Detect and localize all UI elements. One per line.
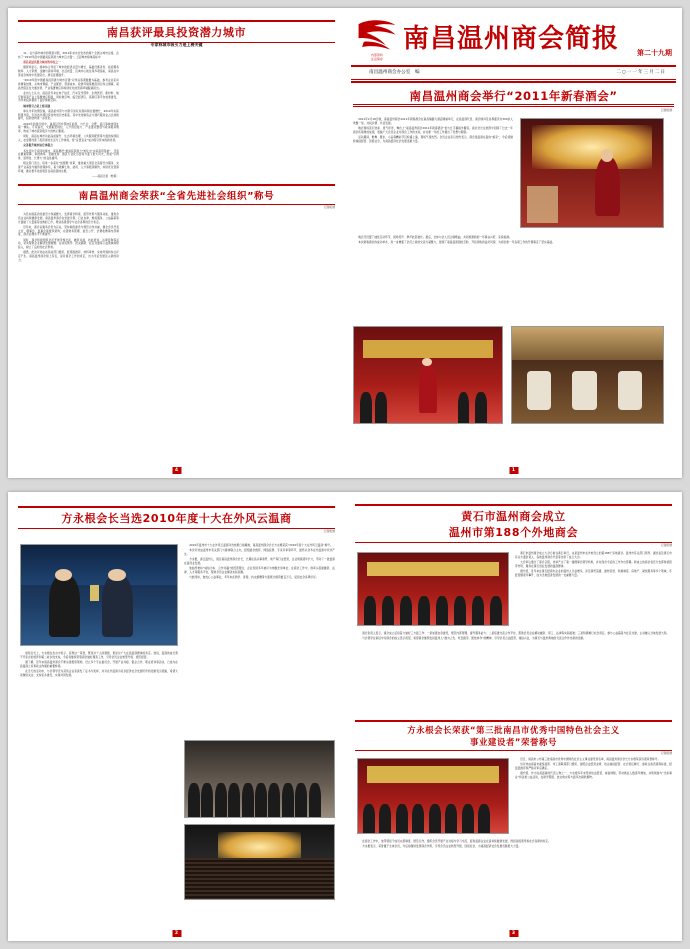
- p3a1-para-2: 大会审议通过了商会章程，选举产生了第一届理事会领导机构，并对商会今后的工作作出部署。新成立的商会将充分发挥桥梁纽带作用，服务在黄石创业发展的温商群体。: [515, 561, 672, 568]
- p3a2-para-1: 近日，南昌市公布第三批南昌市优秀中国特色社会主义事业建设者名单，南昌温州商会会长方永根荣获该项荣誉称号。: [520, 758, 661, 761]
- p2-para-3: 方永根，浙江温州人，现任南昌温州商会会长，长期在昌从事商贸、地产等行业经营，企业规模逐年扩大，带动了一批温商在昌创业发展。: [184, 558, 335, 565]
- page-1-headline-block: [353, 88, 674, 104]
- p2-para-5: 与此同时，他热心公益事业，多年来在助学、济困、抗灾捐赠等方面累计捐资数百万元，受到社会各界好评。: [189, 576, 319, 580]
- page-3-article-2-headline-block: [355, 720, 672, 755]
- masthead-title: 南昌温州商会简报: [403, 24, 620, 54]
- p1-para-1: 2011年2月18日晚，南昌温州商会2011年新春酒会在南昌瑞颐大酒店隆重举行，在昌温商代表、商会顾问及各界嘉宾共300余人欢聚一堂，共叙乡情、共话发展。: [353, 118, 513, 125]
- page-4-headline-block: [18, 20, 335, 43]
- article-1-highlight-a: 城市吸引力是上榜关键: [23, 104, 51, 108]
- photo-stage-singer: [520, 118, 664, 228]
- page-1: [345, 8, 682, 478]
- page-3-article-2-col-full: [357, 840, 672, 851]
- masthead-rule-1: [351, 65, 676, 67]
- photo-banquet-hall: [511, 326, 664, 424]
- article-1-para-3: 业内人士认为，南昌近年来在电子信息、汽车及零部件、生物医药、新材料、航空制造等产业上集聚效应明显，同时航空城、临空经济区、高新区等平台加速建设，为外来投资提供了良好承载空间。: [18, 91, 119, 103]
- page-3: [345, 492, 682, 941]
- article-1-para-7: 多位受访专家同时提出，南昌要把“最具投资潜力”转化为“实际投资落地”，还需在要素保障、审批效率、金融支持、园区专业化运营等方面下更大功夫，形成“引得进、留得住、长得大”的良性循环。: [18, 149, 119, 160]
- page-2-headline-block: [18, 506, 335, 533]
- byline-page-2: 记者报道: [323, 529, 335, 533]
- p3a2-para-5: 方永根表示，荣誉属于全体会员，今后将继续发挥商会作用，引导会员企业转型升级、回报社会，为南昌经济社会发展贡献更大力量。: [362, 845, 522, 849]
- article-2-para-1: 为充实提高会的建设力和凝聚力，发挥商会桥梁、纽带作用与服务功能，推进会员企业持续健康发展，南昌温州商会在党建引领、行业自律、维权服务、公益慈善等方面做了大量富有成效的工作，得到各级领导与社会各界的充分肯定。: [18, 213, 119, 224]
- page-4-article-2-headline-block: [18, 184, 335, 209]
- article-2-para-3: 同时，商会积极组织会员开展考察交流、融资对接、技能培训、法律咨询等活动，切实帮助企业解决发展难题；在扶贫助学、抗灾捐助、社区共建等公益领域持续投入，树立了良好的社会形象。: [18, 238, 119, 249]
- p2-para-8: 在当天的活动中，与会领导还为获奖企业家颁发了证书与奖杯，并对在外温商为家乡经济社会发展所作的贡献表示感谢，希望大家继续关注、支持家乡建设，实现共同发展。: [20, 670, 178, 677]
- byline-page-1: 记者报道: [660, 108, 672, 112]
- subheadline-city-attraction: 专家称城市吸引力是上榜关键: [150, 42, 203, 47]
- p3a1-para-3: 据介绍，近年来在黄石经商办企业的温州人日益增多，涉及商贸流通、建材家居、机械制造、房地产、餐饮服务等多个领域，年经营额逐年攀升，成为当地经济发展的一支重要力量。: [515, 570, 672, 577]
- logo-subtext: [355, 54, 399, 62]
- photo-award-ceremony: [20, 544, 178, 646]
- p3a1-para-4: 商会负责人表示，商会成立后将着力做好三方面工作：一是加强自身建设，规范内部管理，提升服务能力；二是搭建交流合作平台，帮助会员企业解决融资、用工、法律等实际困难；三是积极履行社会责任，参与公益慈善与社区共建，主动融入当地发展大局。: [362, 632, 670, 635]
- headline-new-year-banquet: 南昌温州商会举行“2011年新春酒会”: [409, 89, 618, 103]
- article-1-lead-tag: 南昌是最具潜力城市的单位之一: [23, 61, 61, 64]
- rule-top: [18, 20, 335, 22]
- article-1-para-1: 据资料显示，榜单综合考虑了城市的经济总量与增长、基础设施条件、政府服务效率、人力资源、金融与商务环境、生活质量、区域中心地位等多项指标，南昌在中部省会城市中表现突出，排名显著提升。: [18, 66, 119, 77]
- rule-top-2: [18, 184, 335, 186]
- page-2: [8, 492, 345, 941]
- p1-para-3: 活动期间，歌舞、器乐、小品等精彩节目轮番上演，现场气氛热烈。会员企业家们纷纷表示，商会是温商在昌的“娘家”，今后将继续诚信经营、回报社会，为南昌经济社会发展贡献力量。: [353, 136, 513, 143]
- masthead-date: 二○一一年三月二日: [616, 70, 666, 75]
- article-1-para-8: 相关部门表示，将进一步深化“放管服”改革，推进重大项目全流程代办服务，完善产业基金与融资担保体系，着力破解土地、能耗、人才等瓶颈制约，持续优化营商环境，推动更多优质项目在南昌落地生根。: [18, 162, 119, 173]
- article-2-para-2: 近年来，商会以服务会员为宗旨，坚持制度建设与规范运作并重，健全会员代表大会、理事会、监事会等组织架构，完善财务管理、信息公开、会费收缴等内部制度，商会治理水平不断提升。: [18, 225, 119, 237]
- article-1-para-2: “2010年度中国最具投资潜力城市百强”评选以客观数据为基础，参考企业家问卷调查结果，从城市规模、产业配套、营商成本、政策环境等维度进行综合测算，南昌凭借区位交通优势、产业集群效应和持续优化的营商环境脱颖而出。: [18, 79, 119, 90]
- photo-conference-hall: [184, 824, 335, 900]
- p3a2-para-4: 在商会工作中，他带领班子成员完善制度、规范运作，组织会员开展产业对接与学习交流，促进温商企业在昌持续健康发展，得到各级领导和社会各界的肯定。: [362, 840, 551, 843]
- article-2-col-1: [18, 213, 119, 264]
- p2-para-7: 据了解，近年来南昌温州商会不断完善组织架构，设立多个专业委员会，开展产业对接、银企合作、职业培训等活动，已成为在昌温商之家和政企沟通的重要桥梁。: [20, 661, 178, 668]
- photo-award-group: [357, 758, 509, 834]
- masthead-issue: 第二十九期: [637, 49, 672, 57]
- p3a2-para-3: 据介绍，作为在昌温商的代表人物之一，方永根多年来坚持依法经营、诚信纳税，带动就业人数逐年增加，并积极参与“光彩事业”和各类公益活动，在助学帮困、抗灾救灾等方面多次捐款捐物。: [515, 772, 672, 779]
- headline-outstanding-builder-line2: 事业建设者”荣誉称号: [470, 737, 557, 747]
- photo-banquet-stage: [353, 326, 503, 424]
- byline-page-3-article-1: 记者报道: [660, 543, 672, 547]
- p1-para-2: 晚会现场张灯结彩、喜气洋洋，舞台上“南昌温州商会2011年新春酒会”的大红字幕格外醒目。商会会长在致辞中回顾了过去一年商会所取得的成绩，感谢广大会员企业对商会工作的支持，并对新一年的工作提出了设想与期望。: [353, 127, 513, 134]
- page-1-article-col-1: [353, 118, 513, 145]
- p1-para-4: 晚会还设置了抽奖互动环节，现场笑声、掌声此起彼伏。最后，全体与会人员合唱歌曲，共同祝愿新的一年事业兴旺、家庭美满。: [358, 236, 512, 239]
- article-1-para-4: 单从今年的情况看，南昌的外资与内资引进双双保持两位数增长，2010年实际利用外资、引进省外项目资金均创历史新高，其中先进制造业与现代服务业占比持续提升，投资结构进一步优化。: [18, 109, 119, 121]
- rule-top-p3: [355, 504, 672, 506]
- p2-para-2: 本次评选由温州市有关部门与媒体联合主办，经组委会推荐、网络投票、专家评审等环节，最终从众多在外温商中评选产生。: [184, 549, 335, 556]
- headline-advanced-social-org: 南昌温州商会荣获“全省先进社会组织”称号: [78, 191, 275, 202]
- headline-huangshi-chamber-line2: 温州市第188个外地商会: [448, 526, 579, 539]
- p2-para-1: 2010年温州市十大在外风云温商评选结果日前揭晓，南昌温州商会会长方永根荣获“2010年度十大在外风云温商”称号。: [189, 544, 333, 547]
- rule-top-p3b: [355, 720, 672, 722]
- logo-subtext-line1: 内部资料: [370, 53, 383, 57]
- article-1-para-5: 2010年的排行榜中，南昌位列中部地区前列，与长沙、合肥、武汉等城市同处第一梯队。专家指出，交通枢纽地位、人才供给能力、产业链完整度与政务服务效率，构成了城市投资吸引力的核心要素。: [18, 122, 119, 133]
- newspaper-spread-bottom: [8, 492, 682, 941]
- rule-top-p2: [18, 506, 335, 508]
- p1-para-5: 本次新春酒会的成功举办，进一步增强了会员之间的交流与凝聚力，展现了南昌温商团结互助、开拓进取的良好风貌，为商会新一年各项工作的开展奠定了坚实基础。: [358, 241, 555, 245]
- p3a1-para-1: 黄石市温州商会成立大会日前在黄石举行，这是温州市在外地设立的第188个异地商会。温州市有关部门领导、湖北省及黄石市有关方面负责人、各地温州商会代表等出席了成立大会。: [515, 552, 672, 559]
- chamber-logo-icon: [355, 18, 399, 54]
- masthead: [351, 16, 676, 64]
- page-3-article-1-col-right: [515, 552, 672, 579]
- newspaper-spread-top: [8, 8, 682, 478]
- article-2-para-4: 据悉，此次评选由省民政部门组织，经逐级推荐、材料审核、实地考察和综合评定产生。南昌温州商会榜上有名，是对商会工作的肯定，也为今后发展注入新的动力。: [18, 251, 119, 262]
- page-3-article-2-col-right: [515, 758, 672, 781]
- headline-outstanding-builder-line1: 方永根会长荣获“第三批南昌市优秀中国特色社会主义: [407, 725, 620, 735]
- masthead-rule-2: [351, 79, 676, 80]
- headline-huangshi-chamber-line1: 黄石市温州商会成立: [461, 510, 566, 523]
- byline-page-3-article-2: 记者报道: [660, 751, 672, 755]
- page-1-article-col-2: [353, 236, 664, 247]
- page-3-article-1-col-full: [357, 632, 672, 643]
- article-1-para-6: 同时，南昌在城市功能品质提升、生态环境治理、公共服务配套等方面的持续投入，也显著改善了投资者的生活与工作体验，使“宜居宜业”成为吸引资本的新优势。: [18, 135, 119, 142]
- photo-founding-meeting: [357, 552, 509, 626]
- page-1-rule-a: [353, 104, 674, 105]
- article-1-lead: 11、在与海外城市的明显对照，2010年来水会发布的两个全国主城市总榜、企布了“2010年度中国最具投资潜力城市百大强”。云起城市榜单高标中: [18, 52, 119, 59]
- masthead-publisher: 南昌温州商会办公室 编: [369, 70, 420, 75]
- headline-nanchang-investment: 南昌获评最具投资潜力城市: [106, 26, 247, 39]
- page-number-2: 2: [172, 930, 181, 937]
- article-1-highlight-b: 完善提升城市综合承载力: [23, 144, 53, 148]
- p2-para-4: 他始终秉持“诚信为本、合作共赢”的经营理念，企业连续多年被评为纳税先进单位；在商会工作中，他牵头搭建融资、法律、人才等服务平台，帮助会员企业解决实际困难。: [184, 567, 335, 574]
- masthead-meta: [351, 68, 676, 78]
- masthead-rule-3: [351, 81, 676, 83]
- p2-para-6: 颁奖仪式上，方永根在发言中表示，获得这一荣誉，既是对个人的激励，更是对广大在昌温商群体的肯定。他说，温商的成长离不开家乡的培育和第二故乡的支持，今后将继续带领商会做好服务工作，引导会员企业转型升级、规范经营。: [20, 652, 178, 659]
- page-number-3: 3: [509, 930, 518, 937]
- page-2-article-col-left: [20, 652, 178, 679]
- page-4: [8, 8, 345, 478]
- page-2-article-col-right: [184, 544, 335, 582]
- photo-group-photo: [184, 740, 335, 818]
- headline-top-ten-wenzhou-merchants: 方永根会长当选2010年度十大在外风云温商: [61, 512, 292, 525]
- page-3-headline-block: [355, 504, 672, 547]
- byline-article-2: 记者报道: [323, 205, 335, 209]
- p3a1-para-5: 与会领导在讲话中对商会的成立表示祝贺，希望商会继续发扬温州人“敢为人先、吃苦耐劳、团结协作”的精神，引导会员合法经营、诚信兴业，为黄石与温州两地的交流合作作出新的贡献。: [362, 637, 586, 641]
- page-number-1: 1: [509, 467, 518, 474]
- page-number-4: 4: [172, 467, 181, 474]
- logo-subtext-line2: 注意保存: [370, 56, 383, 61]
- article-1-source: ——南昌日报（转载）: [92, 175, 119, 178]
- page-1-rule-b: [353, 106, 674, 107]
- p3a2-para-2: 该评选由南昌市委统战部、市工商联等部门组织，按照企业经营业绩、依法诚信经营、社会责任履行、参政议政表现等标准，经层层推荐和严格评审后确定。: [515, 763, 672, 770]
- article-1-col-1: [18, 52, 119, 180]
